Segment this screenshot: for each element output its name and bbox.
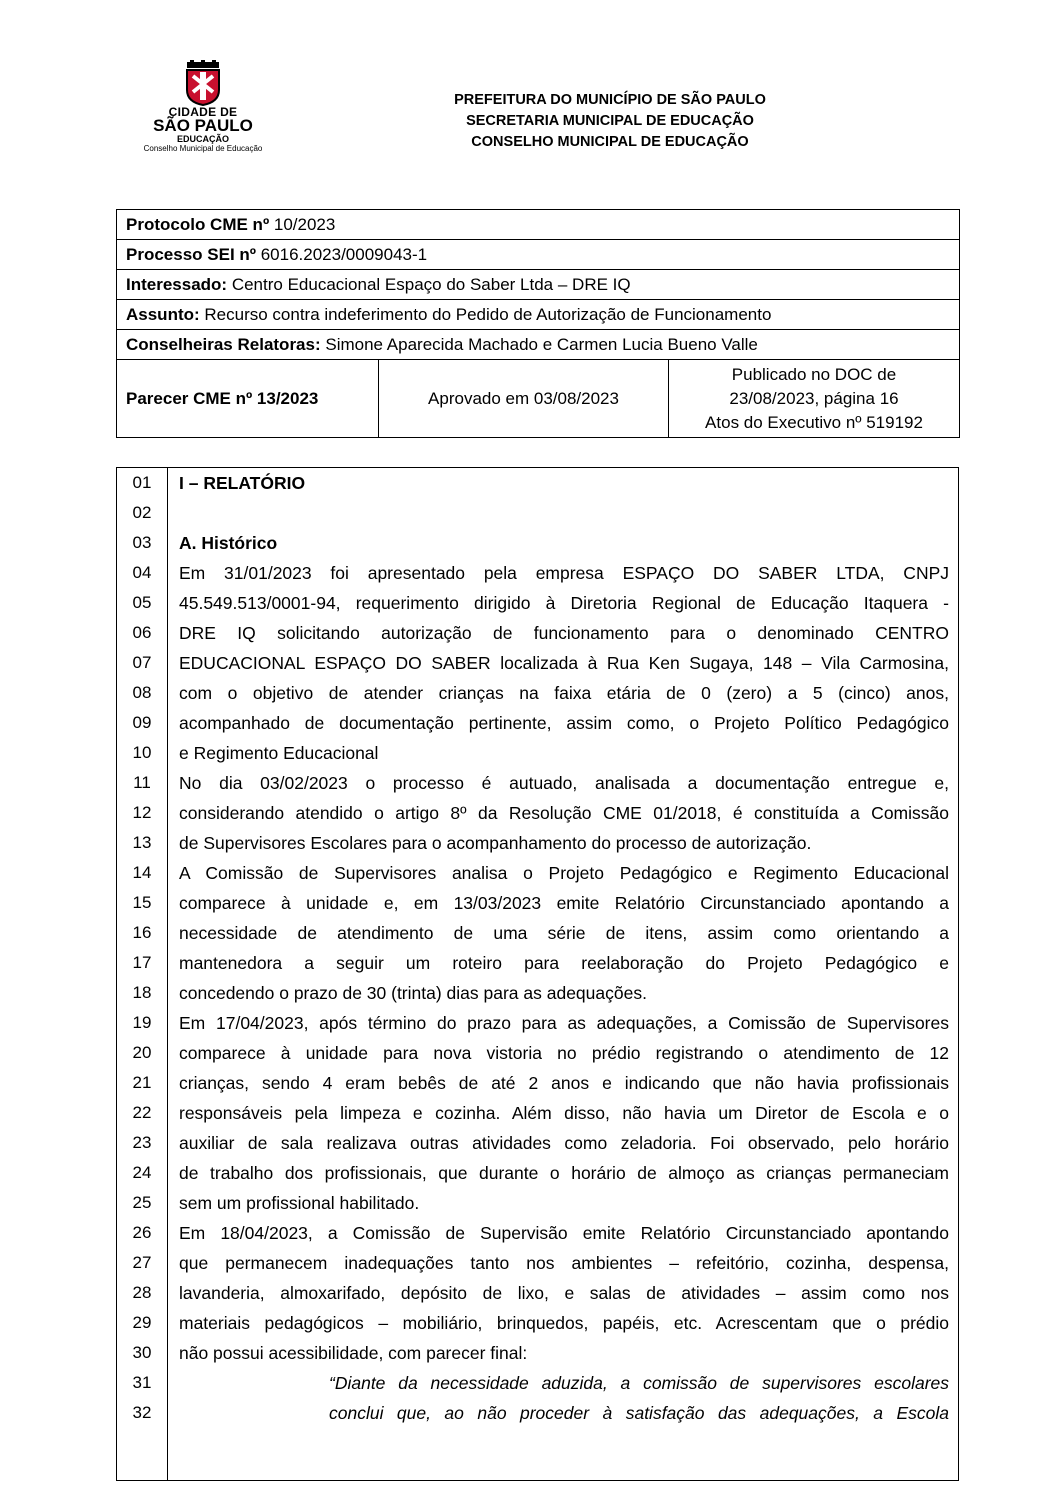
line-number: 30 <box>132 1343 152 1362</box>
interessado-label: Interessado: <box>126 274 228 294</box>
line-number: 14 <box>132 863 152 882</box>
text-line: conclui que, ao não proceder à satisfação das adequações, a Escola <box>329 1403 949 1423</box>
text-line: A Comissão de Supervisores analisa o Projeto Pedagógico e Regimento Educacional <box>179 863 949 883</box>
text-line: auxiliar de sala realizava outras atividades como zeladoria. Foi observado, pelo horário <box>179 1133 949 1153</box>
line-number: 25 <box>132 1193 152 1212</box>
line-number: 08 <box>132 683 152 702</box>
conselheiras-label: Conselheiras Relatoras: <box>126 334 321 354</box>
info-row-assunto <box>117 300 960 330</box>
logo-department: EDUCAÇÃO <box>176 134 229 144</box>
text-line <box>179 468 949 498</box>
text-line <box>179 528 949 558</box>
text-line: concedendo o prazo de 30 (trinta) dias para as adequações. <box>179 983 647 1003</box>
header-line-secretaria: SECRETARIA MUNICIPAL DE EDUCAÇÃO <box>466 113 754 129</box>
text-line: comparece à unidade e, em 13/03/2023 emite Relatório Circunstanciado apontando a <box>179 893 949 913</box>
info-table <box>116 209 960 438</box>
text-line: considerando atendido o artigo 8º da Resolução CME 01/2018, é constituída a Comissão <box>179 803 949 823</box>
protocolo-label: Protocolo CME nº <box>126 214 270 234</box>
line-number: 29 <box>132 1313 152 1332</box>
line-number: 09 <box>132 713 152 732</box>
logo-city-name: SÃO PAULO <box>153 116 253 135</box>
line-number: 01 <box>132 473 152 492</box>
publication-line-2: 23/08/2023, página 16 <box>729 388 899 408</box>
text-line: Em 18/04/2023, a Comissão de Supervisão emite Relatório Circunstanciado apontando <box>179 1223 949 1243</box>
logo <box>138 60 268 166</box>
line-number: 19 <box>132 1013 152 1032</box>
protocolo-value: 10/2023 <box>269 214 336 234</box>
city-crest-icon <box>181 60 225 106</box>
logo-council: Conselho Municipal de Educação <box>143 144 263 153</box>
line-number: 28 <box>132 1283 152 1302</box>
text-line: comparece à unidade para nova vistoria no prédio registrando o atendimento de 12 <box>179 1043 949 1063</box>
text-line: materiais pedagógicos – mobiliário, brinquedos, papéis, etc. Acrescentam que o prédio <box>179 1313 949 1333</box>
info-row-protocolo <box>117 210 960 240</box>
line-number: 24 <box>132 1163 152 1182</box>
interessado-value: Centro Educacional Espaço do Saber Ltda – DRE IQ <box>227 274 631 294</box>
assunto-label: Assunto: <box>126 304 200 324</box>
conselheiras-value: Simone Aparecida Machado e Carmen Lucia Bueno Valle <box>320 334 758 354</box>
publication-info <box>669 360 960 438</box>
approval-date: Aprovado em 03/08/2023 <box>379 360 669 438</box>
text-line: mantenedora a seguir um roteiro para reelaboração do Projeto Pedagógico e <box>179 953 949 973</box>
info-row-parecer <box>117 360 960 438</box>
text-line: EDUCACIONAL ESPAÇO DO SABER localizada à Rua Ken Sugaya, 148 – Vila Carmosina, <box>179 653 949 673</box>
line-number: 02 <box>132 503 152 522</box>
text-line: lavanderia, almoxarifado, depósito de lixo, e salas de atividades – assim como nos <box>179 1283 949 1303</box>
line-number: 31 <box>132 1373 152 1392</box>
logo-city-label: CIDADE DE <box>168 105 238 119</box>
line-number: 20 <box>132 1043 152 1062</box>
text-line <box>179 498 949 528</box>
line-number: 13 <box>132 833 152 852</box>
processo-value: 6016.2023/0009043-1 <box>255 244 428 264</box>
section-heading: A. Histórico <box>179 533 278 553</box>
line-number: 22 <box>132 1103 152 1122</box>
line-number: 04 <box>132 563 152 582</box>
text-line: 45.549.513/0001-94, requerimento dirigido à Diretoria Regional de Educação Itaquera - <box>179 593 949 613</box>
text-line: acompanhado de documentação pertinente, assim como, o Projeto Político Pedagógico <box>179 713 949 733</box>
line-number: 07 <box>132 653 152 672</box>
line-number: 26 <box>132 1223 152 1242</box>
info-row-interessado <box>117 270 960 300</box>
text-line: com o objetivo de atender crianças na faixa etária de 0 (zero) a 5 (cinco) anos, <box>179 683 949 703</box>
text-line: e Regimento Educacional <box>179 743 379 763</box>
text-line: de trabalho dos profissionais, que durante o horário de almoço as crianças permaneciam <box>179 1163 949 1183</box>
assunto-value: Recurso contra indeferimento do Pedido de Autorização de Funcionamento <box>199 304 772 324</box>
text-line: de Supervisores Escolares para o acompanhamento do processo de autorização. <box>179 833 812 853</box>
line-number: 16 <box>132 923 152 942</box>
text-line: No dia 03/02/2023 o processo é autuado, analisada a documentação entregue e, <box>179 773 949 793</box>
info-row-conselheiras <box>117 330 960 360</box>
header-line-prefeitura: PREFEITURA DO MUNICÍPIO DE SÃO PAULO <box>454 92 766 108</box>
line-number: 32 <box>132 1403 152 1422</box>
text-line: que permanecem inadequações tanto nos ambientes – refeitório, cozinha, despensa, <box>179 1253 949 1273</box>
report-body <box>116 467 959 1481</box>
report-text <box>179 468 949 1428</box>
line-number: 06 <box>132 623 152 642</box>
line-number: 03 <box>132 533 152 552</box>
processo-label: Processo SEI nº <box>126 244 256 264</box>
line-number: 21 <box>132 1073 152 1092</box>
line-number: 23 <box>132 1133 152 1152</box>
line-number: 15 <box>132 893 152 912</box>
text-line: Em 31/01/2023 foi apresentado pela empresa ESPAÇO DO SABER LTDA, CNPJ <box>179 563 949 583</box>
text-line: DRE IQ solicitando autorização de funcionamento para o denominado CENTRO <box>179 623 949 643</box>
line-number: 12 <box>132 803 152 822</box>
text-line: crianças, sendo 4 eram bebês de até 2 anos e indicando que não havia profissionais <box>179 1073 949 1093</box>
line-number: 17 <box>132 953 152 972</box>
line-number: 11 <box>133 773 151 792</box>
text-line: responsáveis pela limpeza e cozinha. Além disso, não havia um Diretor de Escola e o <box>179 1103 949 1123</box>
line-number: 27 <box>132 1253 152 1272</box>
info-row-processo <box>117 240 960 270</box>
line-number: 10 <box>132 743 152 762</box>
text-line: não possui acessibilidade, com parecer final: <box>179 1343 528 1363</box>
line-numbers-column <box>117 468 168 1480</box>
text-line: “Diante da necessidade aduzida, a comissão de supervisores escolares <box>329 1373 949 1393</box>
parecer-number: Parecer CME nº 13/2023 <box>126 388 319 408</box>
header-line-conselho: CONSELHO MUNICIPAL DE EDUCAÇÃO <box>471 134 749 150</box>
text-line: Em 17/04/2023, após término do prazo para as adequações, a Comissão de Supervisores <box>179 1013 949 1033</box>
document-header <box>380 90 840 153</box>
line-number: 05 <box>132 593 152 612</box>
text-line: necessidade de atendimento de uma série de itens, assim como orientando a <box>179 923 949 943</box>
publication-line-1: Publicado no DOC de <box>731 364 897 384</box>
publication-line-3: Atos do Executivo nº 519192 <box>705 412 923 432</box>
line-number: 18 <box>132 983 152 1002</box>
text-line: sem um profissional habilitado. <box>179 1193 420 1213</box>
section-heading: I – RELATÓRIO <box>179 473 306 493</box>
